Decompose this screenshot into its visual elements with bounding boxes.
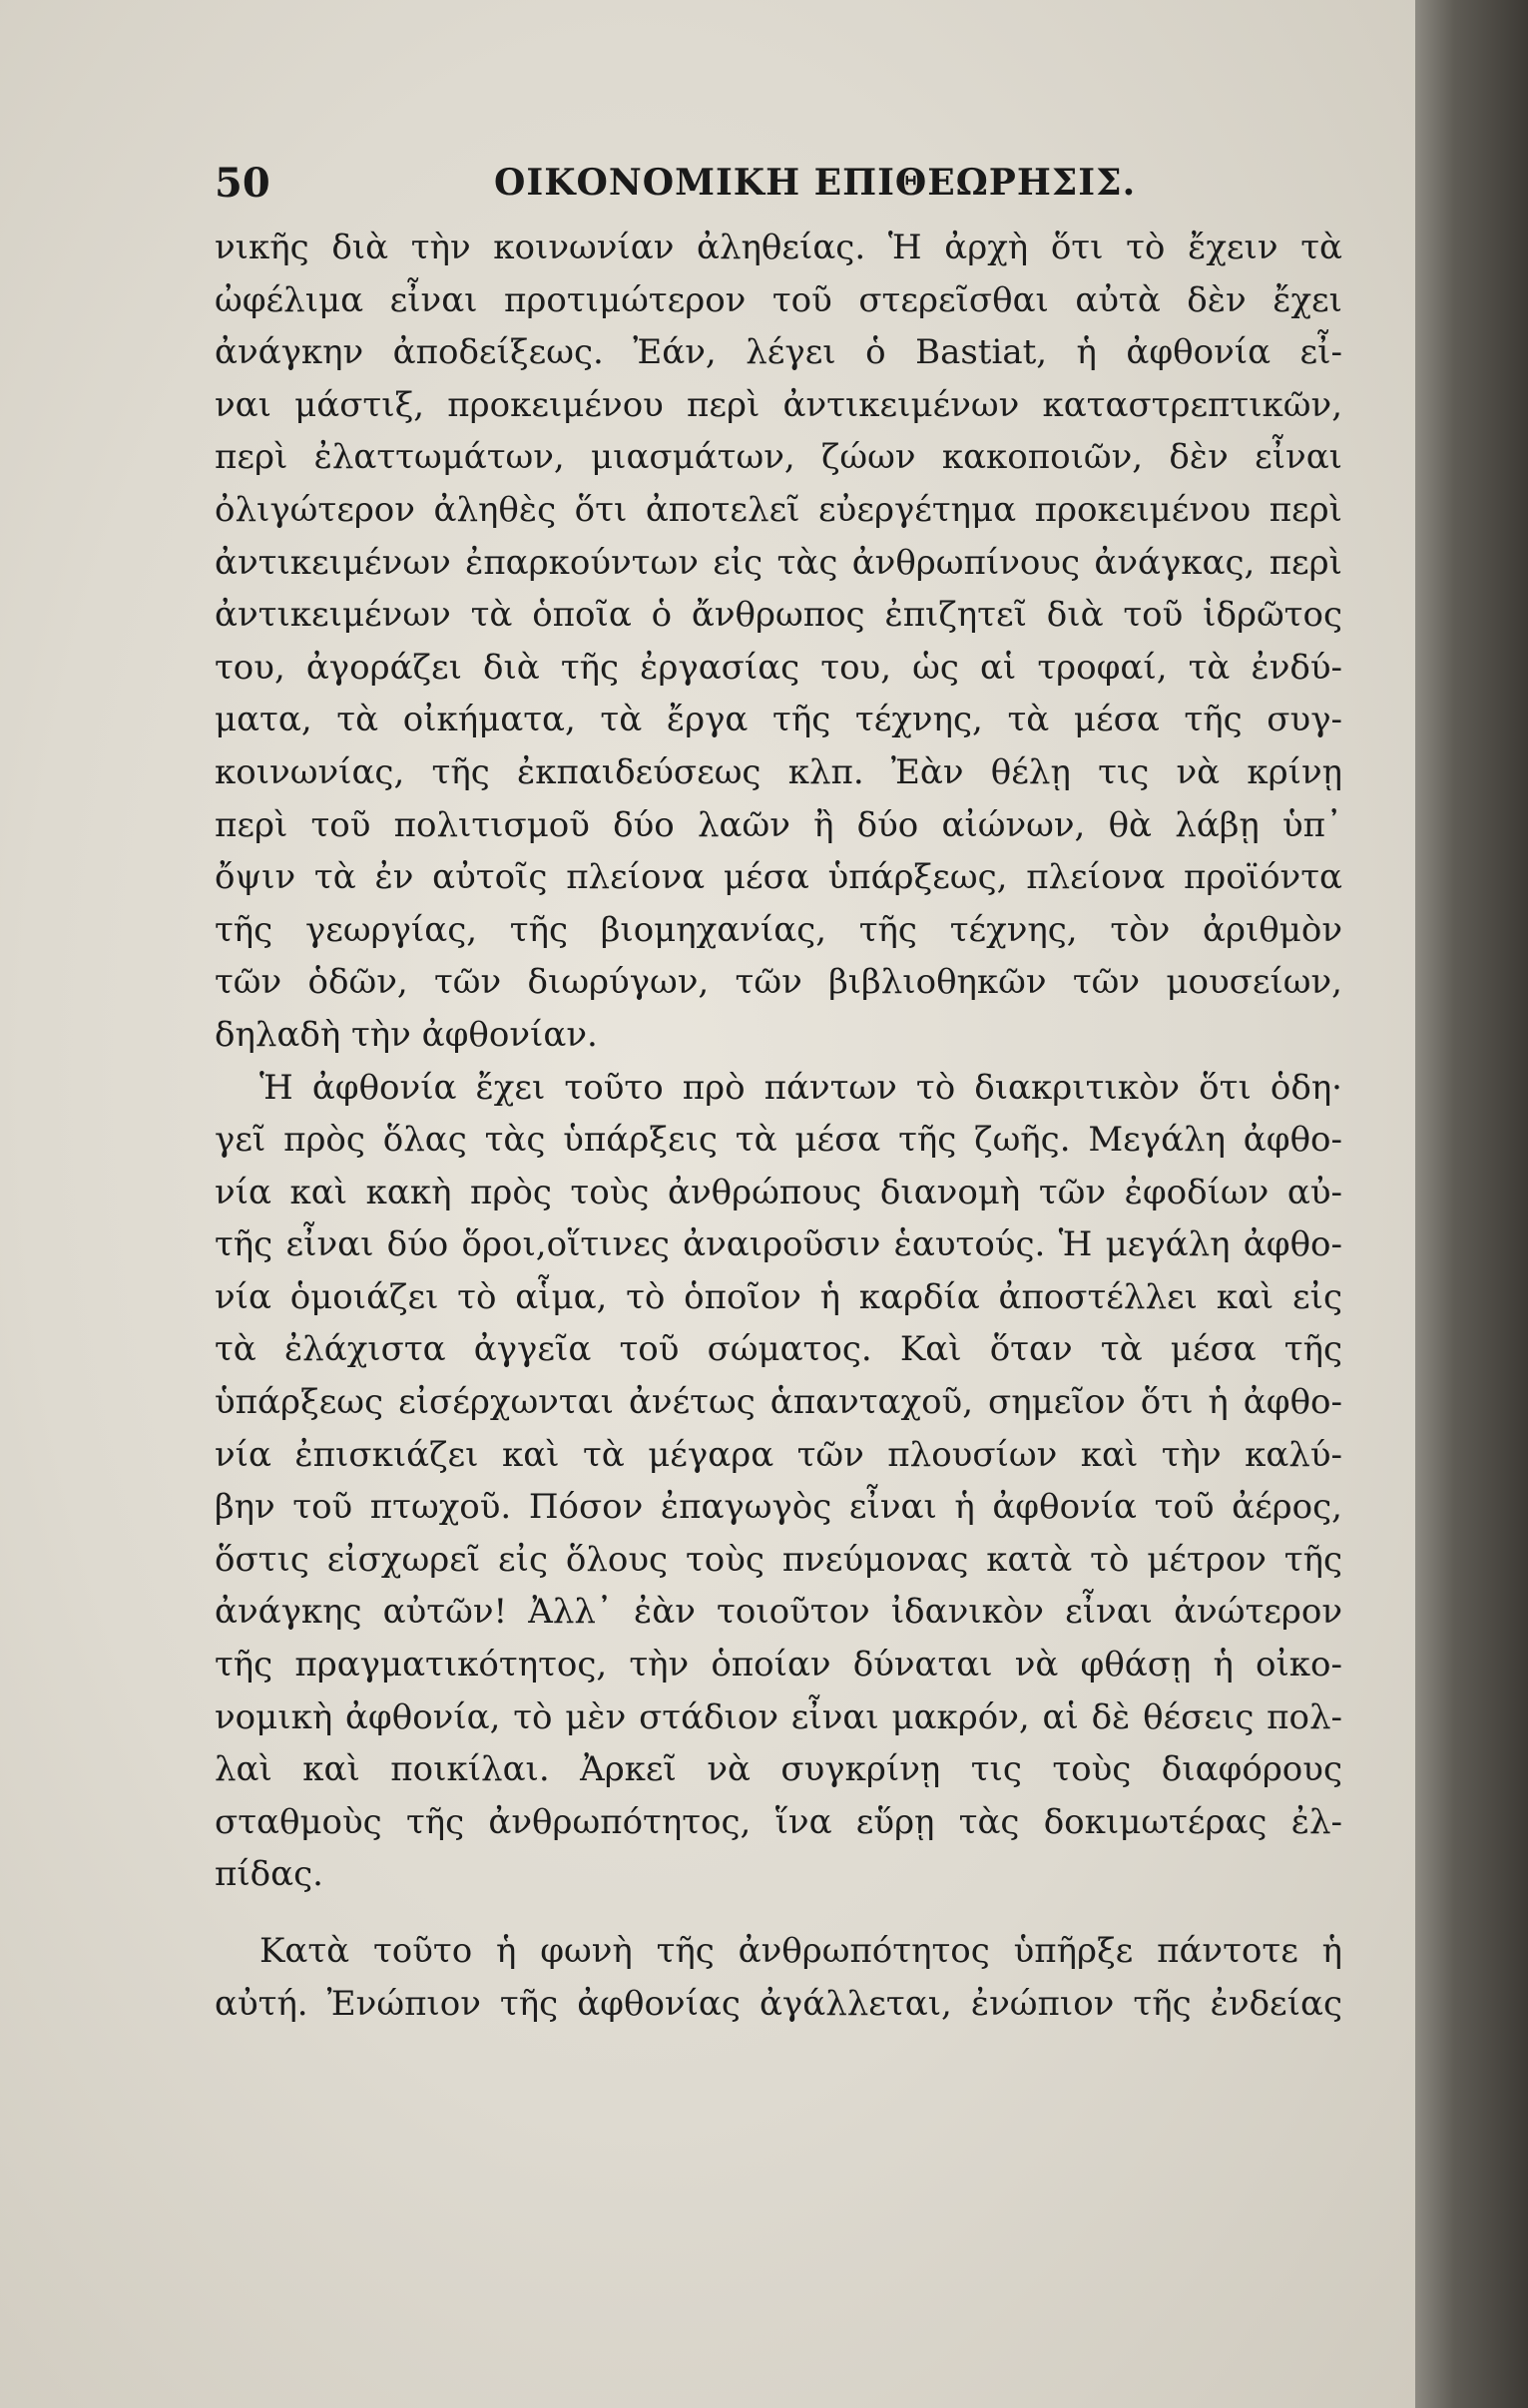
text-line: τῶν ὁδῶν, τῶν διωρύγων, τῶν βιβλιοθηκῶν τῶν μουσείων,	[215, 962, 1342, 1003]
text-line: ὄψιν τὰ ἐν αὐτοῖς πλείονα μέσα ὑπάρξεως, πλείονα προϊόντα	[215, 857, 1342, 898]
paragraph-3	[215, 1925, 1342, 2030]
text-line: περὶ ἐλαττωμάτων, μιασμάτων, ζώων κακοποιῶν, δὲν εἶναι	[215, 437, 1342, 478]
paragraph-2	[215, 1062, 1342, 1902]
text-line: λαὶ καὶ ποικίλαι. Ἀρκεῖ νὰ συγκρίνῃ τις τοὺς διαφόρους	[215, 1749, 1342, 1790]
body-text	[215, 222, 1342, 2030]
book-spine-shadow	[1415, 0, 1528, 2408]
text-line: ὠφέλιμα εἶναι προτιμώτερον τοῦ στερεῖσθαι αὐτὰ δὲν ἔχει	[215, 279, 1342, 320]
text-line: ἀνάγκην ἀποδείξεως. Ἐάν, λέγει ὁ Bastiat, ἡ ἀφθονία εἶ-	[215, 332, 1342, 373]
text-line: νικῆς διὰ τὴν κοινωνίαν ἀληθείας. Ἡ ἀρχὴ ὅτι τὸ ἔχειν τὰ	[215, 228, 1342, 267]
text-line: τὰ ἐλάχιστα ἀγγεῖα τοῦ σώματος. Καὶ ὅταν τὰ μέσα τῆς	[215, 1329, 1342, 1370]
text-line: ὀλιγώτερον ἀληθὲς ὅτι ἀποτελεῖ εὐεργέτημα προκειμένου περὶ	[215, 489, 1342, 530]
text-line: κοινωνίας, τῆς ἐκπαιδεύσεως κλπ. Ἐὰν θέλῃ τις νὰ κρίνῃ	[215, 751, 1342, 792]
text-line: νομικὴ ἀφθονία, τὸ μὲν στάδιον εἶναι μακρόν, αἱ δὲ θέσεις πολ-	[215, 1696, 1342, 1737]
text-line: γεῖ πρὸς ὅλας τὰς ὑπάρξεις τὰ μέσα τῆς ζωῆς. Μεγάλη ἀφθο-	[215, 1120, 1342, 1161]
running-head: ΟΙΚΟΝΟΜΙΚΗ ΕΠΙΘΕΩΡΗΣΙΣ.	[494, 162, 1137, 204]
text-line: ναι μάστιξ, προκειμένου περὶ ἀντικειμένων καταστρεπτικῶν,	[215, 384, 1342, 425]
page-header	[215, 160, 1362, 210]
page-number: 50	[215, 160, 270, 207]
text-line: ὅστις εἰσχωρεῖ εἰς ὅλους τοὺς πνεύμονας κατὰ τὸ μέτρον τῆς	[215, 1539, 1342, 1580]
text-line: τῆς εἶναι δύο ὅροι,οἵτινες ἀναιροῦσιν ἑαυτούς. Ἡ μεγάλη ἀφθο-	[215, 1224, 1342, 1265]
paragraph-1	[215, 222, 1342, 1062]
text-line: δηλαδὴ τὴν ἀφθονίαν.	[215, 1014, 598, 1055]
text-line: Ἡ ἀφθονία ἔχει τοῦτο πρὸ πάντων τὸ διακριτικὸν ὅτι ὁδη·	[259, 1067, 1342, 1108]
text-line: ἀντικειμένων ἐπαρκούντων εἰς τὰς ἀνθρωπίνους ἀνάγκας, περὶ	[215, 542, 1342, 583]
text-line: νία ὁμοιάζει τὸ αἷμα, τὸ ὁποῖον ἡ καρδία ἀποστέλλει καὶ εἰς	[215, 1276, 1342, 1317]
text-line: πίδας.	[215, 1854, 323, 1895]
text-line: βην τοῦ πτωχοῦ. Πόσον ἐπαγωγὸς εἶναι ἡ ἀφθονία τοῦ ἀέρος,	[215, 1487, 1342, 1528]
text-line: νία καὶ κακὴ πρὸς τοὺς ἀνθρώπους διανομὴ τῶν ἐφοδίων αὐ-	[215, 1172, 1342, 1212]
paragraph-gap	[215, 1901, 1342, 1925]
text-line: τῆς πραγματικότητος, τὴν ὁποίαν δύναται νὰ φθάσῃ ἡ οἰκο-	[215, 1645, 1342, 1686]
text-line: Κατὰ τοῦτο ἡ φωνὴ τῆς ἀνθρωπότητος ὑπῆρξε πάντοτε ἡ	[259, 1931, 1342, 1971]
text-line: ἀντικειμένων τὰ ὁποῖα ὁ ἄνθρωπος ἐπιζητεῖ διὰ τοῦ ἱδρῶτος	[215, 595, 1342, 636]
text-line: τῆς γεωργίας, τῆς βιομηχανίας, τῆς τέχνης, τὸν ἀριθμὸν	[215, 909, 1342, 950]
text-line: ματα, τὰ οἰκήματα, τὰ ἔργα τῆς τέχνης, τὰ μέσα τῆς συγ-	[215, 700, 1342, 740]
text-line: ἀνάγκης αὐτῶν! Ἀλλ᾿ ἐὰν τοιοῦτον ἰδανικὸν εἶναι ἀνώτερον	[215, 1592, 1342, 1633]
text-line: αὐτή. Ἐνώπιον τῆς ἀφθονίας ἀγάλλεται, ἐνώπιον τῆς ἐνδείας	[215, 1983, 1342, 2024]
text-line: νία ἐπισκιάζει καὶ τὰ μέγαρα τῶν πλουσίων καὶ τὴν καλύ-	[215, 1434, 1342, 1475]
text-line: σταθμοὺς τῆς ἀνθρωπότητος, ἵνα εὕρῃ τὰς δοκιμωτέρας ἐλ-	[215, 1801, 1342, 1842]
text-line: περὶ τοῦ πολιτισμοῦ δύο λαῶν ἢ δύο αἰώνων, θὰ λάβῃ ὑπ᾿	[215, 804, 1342, 845]
text-line: ὑπάρξεως εἰσέρχωνται ἀνέτως ἁπανταχοῦ, σημεῖον ὅτι ἡ ἀφθο-	[215, 1382, 1342, 1423]
text-line: του, ἀγοράζει διὰ τῆς ἐργασίας του, ὡς αἱ τροφαί, τὰ ἐνδύ-	[215, 647, 1342, 688]
